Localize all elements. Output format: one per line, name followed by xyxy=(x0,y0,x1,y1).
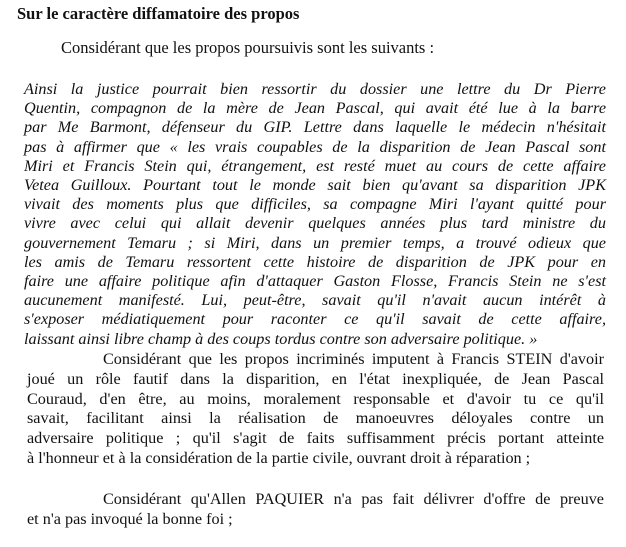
quote-line: Vetea Guilloux. Pourtant tout le monde sait bien qu'avant sa disparition JPK xyxy=(24,176,606,195)
quote-line: laissant ainsi libre champ à des coups tordus contre son adversaire politique. » xyxy=(24,329,538,348)
paragraph-line: Considérant qu'Allen PAQUIER n'a pas fait délivrer d'offre de preuve xyxy=(103,490,604,508)
quote-line: pas à affirmer que « les vrais coupables de la disparition de Jean Pascal sont xyxy=(24,137,606,156)
section-heading: Sur le caractère diffamatoire des propos xyxy=(17,4,300,23)
paragraph-line: joué un rôle fautif dans la disparition, en l'état inexpliquée, de Jean Pascal xyxy=(27,369,604,388)
quoted-passage xyxy=(24,80,606,349)
quote-line: gouvernement Temaru ; si Miri, dans un premier temps, a trouvé odieux que xyxy=(24,233,606,252)
paragraph-line: et n'a pas invoqué la bonne foi ; xyxy=(27,509,233,528)
quote-line: vivait des moments plus que difficiles, sa compagne Miri l'ayant quitté pour xyxy=(24,195,606,214)
quote-line: Quentin, compagnon de la mère de Jean Pascal, qui avait été lue à la barre xyxy=(24,99,606,118)
paragraph-line: Considérant que les propos incriminés imputent à Francis STEIN d'avoir xyxy=(103,350,604,368)
quote-line: faire une affaire politique afin d'attaquer Gaston Flosse, Francis Stein ne s'est xyxy=(24,272,606,291)
quote-line: aucunement manifesté. Lui, peut-être, savait qu'il n'avait aucun intérêt à xyxy=(24,291,606,310)
intro-paragraph: Considérant que les propos poursuivis sont les suivants : xyxy=(61,38,435,57)
considerant-paragraph-2 xyxy=(27,490,604,530)
quote-line: vivre avec celui qui allait devenir quelques années plus tard ministre du xyxy=(24,214,606,233)
paragraph-line: savait, facilitant ainsi la réalisation de manoeuvres déloyales contre un xyxy=(27,409,604,428)
quote-line: par Me Barmont, défenseur du GIP. Lettre dans laquelle le médecin n'hésitait xyxy=(24,118,606,137)
quote-line: Ainsi la justice pourrait bien ressortir du dossier une lettre du Dr Pierre xyxy=(24,80,606,98)
paragraph-line: Couraud, d'en être, au moins, moralement responsable et d'avoir tu ce qu'il xyxy=(27,389,604,408)
paragraph-line: à l'honneur et à la considération de la partie civile, ouvrant droit à réparation ; xyxy=(27,448,531,467)
considerant-paragraph-1 xyxy=(27,350,604,469)
quote-line: s'exposer médiatiquement pour raconter ce qu'il savait de cette affaire, xyxy=(24,310,606,329)
paragraph-line: adversaire politique ; qu'il s'agit de faits suffisamment précis portant atteinte xyxy=(27,429,604,448)
quote-line: les amis de Temaru ressortent cette histoire de disparition de JPK pour en xyxy=(24,252,606,271)
quote-line: Miri et Francis Stein qui, étrangement, est resté muet au cours de cette affaire xyxy=(24,156,606,175)
